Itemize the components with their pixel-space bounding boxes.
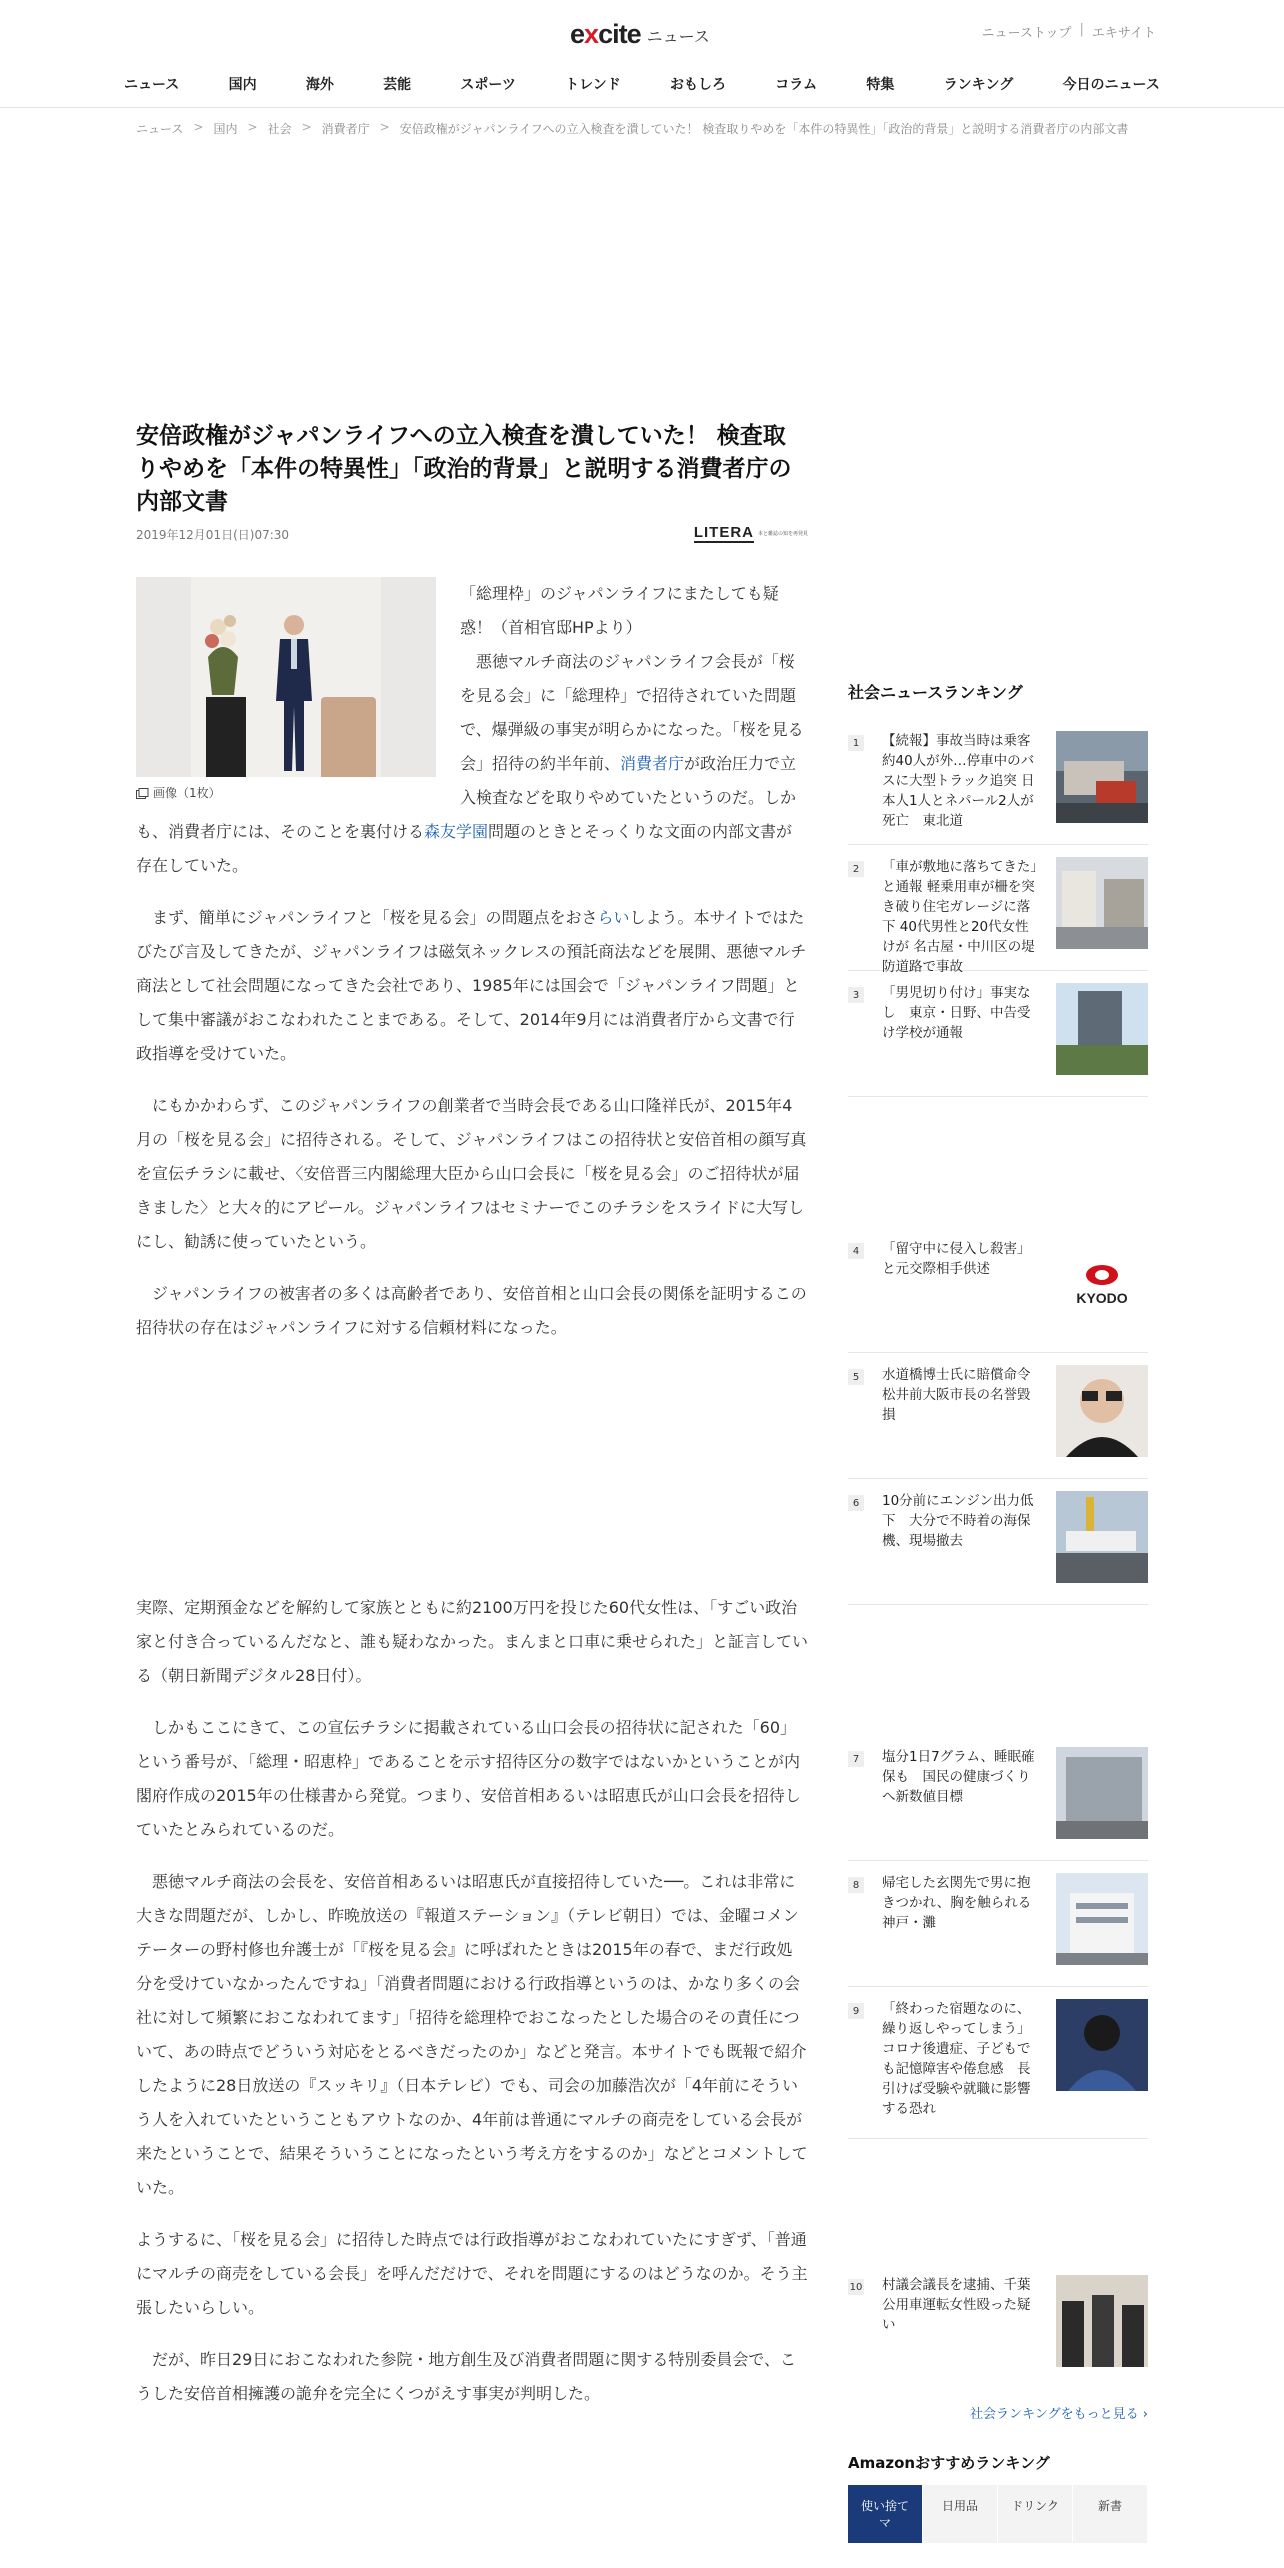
breadcrumb-current: 安倍政権がジャパンライフへの立入検査を潰していた！ 検査取りやめを「本件の特異性」「政治的背景」と説明する消費者庁の内部文書 [399, 122, 1129, 136]
photo-chair [321, 697, 376, 777]
rank-number: 8 [848, 1877, 864, 1893]
header-link-separator: | [1079, 22, 1084, 37]
rank-headline: 「男児切り付け」事実なし 東京・日野、中告受け学校が通報 [882, 985, 1031, 1041]
rank-number: 3 [848, 987, 864, 1003]
global-nav [124, 70, 1160, 98]
nav-sports[interactable]: スポーツ [460, 77, 516, 93]
excite-link[interactable]: エキサイト [1091, 26, 1156, 41]
article-paragraph: 悪徳マルチ商法の会長を、安倍首相あるいは昭恵氏が直接招待していた──。これは非常に大きな問題だが、しかし、昨晩放送の『報道ステーション』（テレビ朝日）では、金曜コメンテーターの野村修也弁護士が「『桜を見る会』に呼ばれたときは2015年の春で、まだ行政処分を受けていなかったんですね」「消費者問題における行政指導というのは、かなり多くの会社に対して頻繁におこなわれてます」「招待を総理枠でおこなったとした場合のその責任について、あの時点でどういう対応をとるべきだったのか」などと発言。本サイトでも既報で紹介したように28日放送の『スッキリ』（日本テレビ）でも、司会の加藤浩次が「4年前にそういう人を入れていたということもアウトなのか、4年前は普通にマルチの商売をしている会長が来たということで、結果そういうことになったという考え方をするのか」などとコメントしていた。 [136, 1872, 808, 2197]
article-paragraph: ようするに、「桜を見る会」に招待した時点では行政指導がおこなわれていたにすぎず、「普通にマルチの商売をしている会長」を呼んだだけで、それを問題にするのはどうなのか。そう主張したいらしい。 [136, 2230, 808, 2317]
rank-headline: 塩分1日7グラム、睡眠確保も 国民の健康づくりへ新数値目標 [882, 1749, 1035, 1805]
ad-space [848, 1097, 1148, 1227]
sidebar [848, 680, 1148, 2543]
article-title: 安倍政権がジャパンライフへの立入検査を潰していた！ 検査取りやめを「本件の特異性」「政治的背景」と説明する消費者庁の内部文書 [136, 423, 792, 515]
flower-arrangement-image [198, 607, 248, 697]
ad-space [848, 2139, 1148, 2263]
rank-thumbnail [1056, 857, 1148, 949]
excite-news-logo[interactable] [570, 14, 710, 50]
ranking-item[interactable] [848, 1987, 1148, 2139]
breadcrumb [136, 120, 1128, 137]
tab-books[interactable]: 新書 [1073, 2485, 1148, 2543]
nav-news[interactable]: ニュース [124, 77, 180, 93]
rank-headline: 帰宅した玄関先で男に抱きつかれ、胸を触られる 神戸・灘 [882, 1875, 1045, 1931]
photo-count-link[interactable] [136, 785, 436, 801]
article-meta [136, 525, 808, 543]
person-image [264, 611, 324, 777]
article-paragraph: まず、簡単にジャパンライフと「桜を見る会」の問題点をおさらいしよう。本サイトではたびたび言及してきたが、ジャパンライフは磁気ネックレスの預託商法などを展開、悪徳マルチ商法として社会問題になってきた会社であり、1985年には国会で「ジャパンライフ問題」として集中審議がおこなわれたことまである。そして、2014年9月には消費者庁から文書で行政指導を受けていた。 [136, 908, 807, 1063]
ranking-more-link[interactable]: 社会ランキングをもっと見る › [970, 2407, 1148, 2422]
osarai-link[interactable]: らい [597, 908, 630, 927]
rank-thumbnail [1056, 1365, 1148, 1457]
rank-number: 4 [848, 1243, 864, 1259]
rank-thumbnail [1056, 1491, 1148, 1583]
rank-thumbnail [1056, 731, 1148, 823]
rank-thumbnail [1056, 1873, 1148, 1965]
article-photo-box [136, 577, 436, 801]
article-paragraph: にもかかわらず、このジャパンライフの創業者で当時会長である山口隆祥氏が、2015年4月の「桜を見る会」に招待される。そして、ジャパンライフはこの招待状と安倍首相の顔写真を宣伝チラシに載せ、〈安倍晋三内閣総理大臣から山口会長に「桜を見る会」のご招待状が届きました〉と大々的にアピール。ジャパンライフはセミナーでこのチラシをスライドに大写しにし、勧誘に使っていたという。 [136, 1096, 807, 1251]
nav-domestic[interactable]: 国内 [228, 77, 257, 93]
rank-number: 6 [848, 1495, 864, 1511]
nav-overseas[interactable]: 海外 [305, 77, 334, 93]
ad-space [848, 1605, 1148, 1735]
ranking-item[interactable] [848, 719, 1148, 845]
site-header [0, 0, 1284, 108]
rank-headline: 水道橋博士氏に賠償命令 松井前大阪市長の名誉毀損 [882, 1367, 1031, 1423]
brand-logo: excite [570, 19, 641, 49]
rank-headline: 「留守中に侵入し殺害」と元交際相手供述 [882, 1241, 1031, 1277]
breadcrumb-separator: > [193, 120, 204, 134]
amazon-ranking-title: Amazonおすすめランキング [848, 2454, 1050, 2472]
breadcrumb-separator: > [247, 120, 258, 134]
moritomo-link[interactable]: 森友学園 [424, 822, 489, 841]
logo-section-label: ニュース [646, 27, 710, 46]
rank-number: 5 [848, 1369, 864, 1385]
rank-number: 2 [848, 861, 864, 877]
rank-number: 10 [848, 2279, 864, 2295]
litera-logo-text: LITERA [693, 524, 754, 541]
article-paragraph: だが、昨日29日におこなわれた参院・地方創生及び消費者問題に関する特別委員会で、こうした安倍首相擁護の詭弁を完全にくつがえす事実が判明した。 [136, 2350, 797, 2403]
article-photo[interactable] [136, 577, 436, 777]
article-body [136, 577, 808, 2411]
article-paragraph: しかもここにきて、この宣伝チラシに掲載されている山口会長の招待状に記された「60」という番号が、「総理・昭恵枠」であることを示す招待区分の数字ではないかということが内閣府作成の2015年の仕様書から発覚。つまり、安倍首相あるいは昭恵氏が山口会長を招待していたとみられているのだ。 [136, 1718, 801, 1839]
rank-thumbnail [1056, 2275, 1148, 2367]
ranking-item[interactable] [848, 1353, 1148, 1479]
nav-feature[interactable]: 特集 [866, 77, 895, 93]
ranking-item[interactable] [848, 845, 1148, 975]
ranking-item[interactable] [848, 1861, 1148, 1987]
kyodo-label: KYODO [1076, 1290, 1128, 1306]
ranking-item[interactable] [848, 2263, 1148, 2389]
nav-ranking[interactable]: ランキング [943, 77, 1014, 93]
rank-thumbnail [1056, 1999, 1148, 2091]
ranking-item[interactable] [848, 971, 1148, 1097]
rank-headline: 「終わった宿題なのに、繰り返しやってしまう」コロナ後遺症、子どもでも記憶障害や倦怠感 長引けば受験や就職に影響する恐れ [882, 2001, 1031, 2117]
nav-today[interactable]: 今日のニュース [1062, 77, 1160, 93]
breadcrumb-society[interactable]: 社会 [267, 122, 292, 136]
ranking-item[interactable] [848, 1227, 1148, 1353]
news-top-link[interactable]: ニューストップ [981, 26, 1072, 41]
nav-trend[interactable]: トレンド [565, 77, 621, 93]
breadcrumb-consumer-agency[interactable]: 消費者庁 [321, 122, 370, 136]
breadcrumb-separator: > [379, 120, 390, 134]
rank-thumbnail [1056, 1747, 1148, 1839]
nav-entertainment[interactable]: 芸能 [383, 77, 412, 93]
breadcrumb-domestic[interactable]: 国内 [213, 122, 238, 136]
rank-headline: 10分前にエンジン出力低下 大分で不時着の海保機、現場撤去 [882, 1493, 1034, 1549]
rank-headline: 【続報】事故当時は乗客約40人が外…停車中のバスに大型トラック追突 日本人1人とネパール2人が死亡 東北道 [882, 733, 1035, 829]
breadcrumb-separator: > [301, 120, 312, 134]
header-links [982, 22, 1156, 41]
tab-daily-goods[interactable]: 日用品 [923, 2485, 998, 2543]
amazon-tabs [848, 2485, 1148, 2543]
chevron-right-icon: › [1142, 2407, 1148, 2422]
article-paragraph: 「総理枠」のジャパンライフにまたしても疑惑！（首相官邸HPより） 悪徳マルチ商法のジャパンライフ会長が「桜を見る会」に「総理枠」で招待されていた問題で、爆弾級の事実が明らかになった。「桜を見る会」招待の約半年前、消費者庁が政治圧力で立入検査などを取りやめていたというのだ。しかも、消費者庁には、そのことを裏付ける森友学園問題のときとそっくりな文面の内部文書が存在していた。 [136, 584, 804, 875]
rank-number: 9 [848, 2003, 864, 2019]
photo-stand [206, 697, 246, 777]
rank-number: 7 [848, 1751, 864, 1767]
tab-masks[interactable]: 使い捨てマ [848, 2485, 923, 2543]
tab-drinks[interactable]: ドリンク [998, 2485, 1073, 2543]
nav-funny[interactable]: おもしろ [670, 77, 727, 93]
article-paragraph: ジャパンライフの被害者の多くは高齢者であり、安倍首相と山口会長の関係を証明するこの招待状の存在はジャパンライフに対する信頼材料になった。 [136, 1284, 807, 1337]
article-paragraph: 実際、定期預金などを解約して家族とともに約2100万円を投じた60代女性は、「すごい政治家と付き合っているんだなと、誰も疑わなかった。まんまと口車に乗せられた」と証言している（朝日新聞デジタル28日付）。 [136, 1598, 809, 1685]
image-icon [136, 788, 149, 799]
nav-column[interactable]: コラム [775, 77, 818, 93]
rank-number: 1 [848, 735, 864, 751]
kyodo-logo [1056, 1239, 1148, 1331]
article [136, 420, 808, 2429]
consumer-agency-link[interactable]: 消費者庁 [620, 754, 685, 773]
kyodo-mark-icon [1085, 1264, 1119, 1286]
ranking-item[interactable] [848, 1479, 1148, 1605]
litera-logo[interactable] [694, 525, 808, 543]
photo-count-label: 画像（1枚） [153, 786, 221, 800]
rank-headline: 村議会議長を逮捕、千葉 公用車運転女性殴った疑い [882, 2277, 1044, 2333]
ranking-title: 社会ニュースランキング [848, 683, 1023, 702]
article-date: 2019年12月01日(日)07:30 [136, 527, 290, 542]
breadcrumb-news[interactable]: ニュース [136, 122, 184, 136]
litera-logo-tagline: 本と雑誌の知を再発見 [758, 531, 809, 537]
rank-thumbnail [1056, 983, 1148, 1075]
ranking-item[interactable] [848, 1735, 1148, 1861]
rank-headline: 「車が敷地に落ちてきた」と通報 軽乗用車が柵を突き破り住宅ガレージに落下 40代男性と20代女性けが 名古屋・中川区の堤防道路で事故 [882, 859, 1038, 975]
